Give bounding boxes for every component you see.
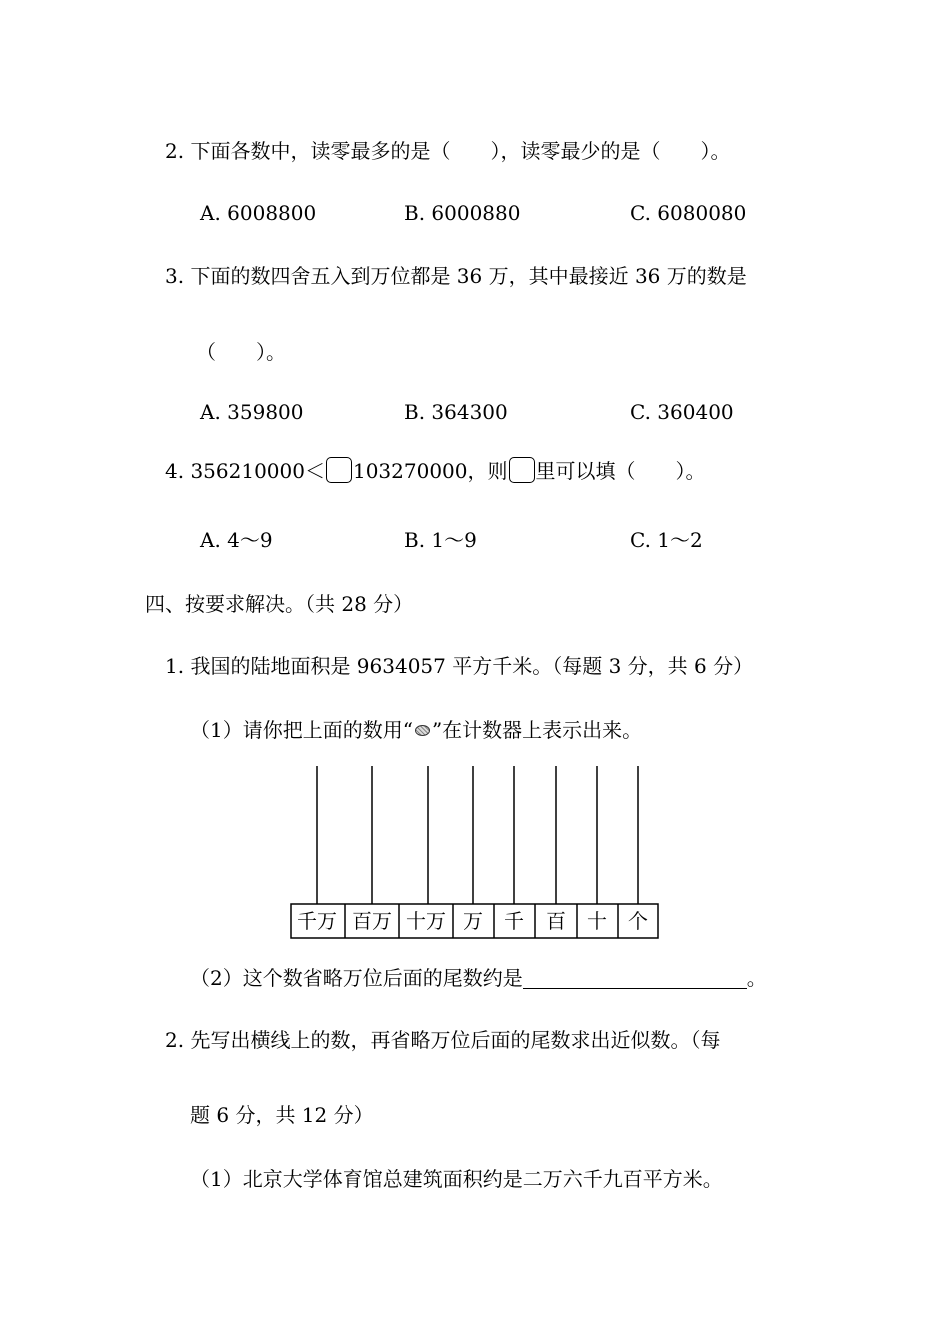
question-4-stem — [165, 457, 706, 485]
question-3-stem: 3. 下面的数四舍五入到万位都是 36 万，其中最接近 36 万的数是 — [165, 264, 747, 288]
sub1-text-after: ”在计数器上表示出来。 — [431, 718, 643, 742]
problem-2-stem-cont: 题 6 分，共 12 分） — [190, 1103, 374, 1127]
problem-1-sub2 — [190, 964, 767, 992]
q3-option-a: A. 359800 — [200, 400, 304, 424]
place-label-tens: 十 — [587, 909, 607, 933]
place-label-ten-millions: 千万 — [297, 909, 337, 933]
place-label-thousands: 千 — [504, 909, 524, 933]
problem-2-sub1: （1）北京大学体育馆总建筑面积约是二万六千九百平方米。 — [190, 1167, 723, 1191]
q4-option-b: B. 1～9 — [404, 528, 477, 552]
q2-option-a: A. 6008800 — [200, 201, 317, 225]
answer-blank-line[interactable] — [523, 968, 747, 989]
q2-option-b: B. 6000880 — [404, 201, 521, 225]
place-label-ten-thousands: 万 — [463, 909, 483, 933]
q2-option-c: C. 6080080 — [630, 201, 747, 225]
abacus-counter[interactable] — [289, 766, 661, 940]
sub2-text-before: （2）这个数省略万位后面的尾数约是 — [190, 966, 523, 990]
problem-1-stem: 1. 我国的陆地面积是 9634057 平方千米。（每题 3 分，共 6 分） — [165, 654, 754, 678]
place-label-ones: 个 — [628, 909, 648, 933]
blank-box — [326, 457, 352, 483]
place-label-hundreds: 百 — [546, 909, 566, 933]
section-4-heading: 四、按要求解决。（共 28 分） — [145, 592, 414, 616]
q4-part2: 103270000，则 — [352, 459, 508, 483]
question-2-stem: 2. 下面各数中，读零最多的是（ ），读零最少的是（ ）。 — [165, 139, 731, 163]
q3-option-c: C. 360400 — [630, 400, 734, 424]
place-label-hundred-thousands: 十万 — [406, 909, 446, 933]
q4-option-c: C. 1～2 — [630, 528, 703, 552]
blank-box — [509, 457, 535, 483]
question-3-stem-cont: （ ）。 — [196, 340, 286, 364]
q4-option-a: A. 4～9 — [200, 528, 273, 552]
problem-2-stem: 2. 先写出横线上的数，再省略万位后面的尾数求出近似数。（每 — [165, 1028, 721, 1052]
place-label-millions: 百万 — [352, 909, 392, 933]
q3-option-b: B. 364300 — [404, 400, 508, 424]
sub2-text-after: 。 — [746, 966, 767, 990]
sub1-text-before: （1）请你把上面的数用“ — [190, 718, 413, 742]
q4-part1: 4. 356210000＜ — [165, 459, 325, 483]
problem-1-sub1 — [190, 716, 642, 744]
bead-icon — [415, 725, 430, 736]
q4-part3: 里可以填（ ）。 — [535, 459, 706, 483]
